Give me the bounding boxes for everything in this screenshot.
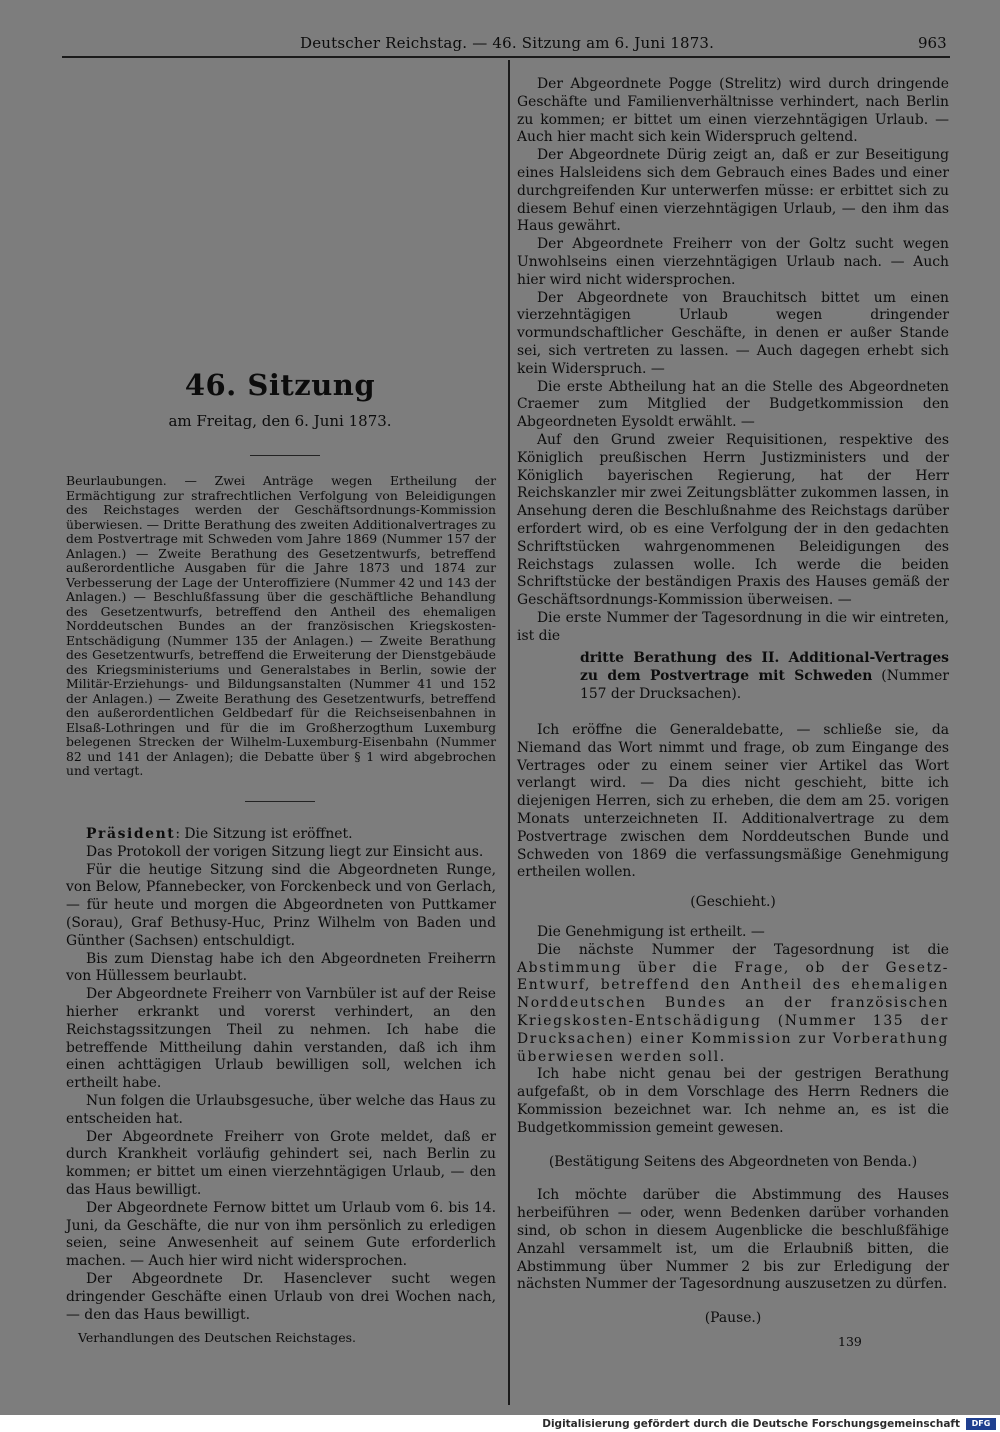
session-title: 46. Sitzung (184, 368, 376, 402)
agenda-text (580, 650, 949, 703)
right-column-middle (517, 722, 949, 1328)
summary-text: Beurlaubungen. — Zwei Anträge wegen Ertheilung der Ermächtigung zur strafrechtlichen Verfolgung von Beleidigungen des Reichstages werden der Geschäftsordnungs-Kommission überwiesen. — Dritte Berathung des zweiten Additionalvertrages zu dem Postvertrage mit Schweden vom Jahre 1869 (Nummer 157 der Anlagen.) — Zweite Berathung des Gesetzentwurfs, betreffend außerordentliche Ausgaben für die Jahre 1873 und 1874 zur Verbesserung der Lage der Unteroffiziere (Nummer 42 und 143 der Anlagen.) — Beschlußfassung über die geschäftliche Behandlung des Gesetzentwurfs, betreffend den Antheil des ehemaligen Norddeutschen Bundes an der französischen Kriegskosten-Entschädigung (Nummer 135 der Anlagen.) — Zweite Berathung des Gesetzentwurfs, betreffend die Erweiterung der Dienstgebäude des Kriegsministeriums und Generalstabes in Berlin, sowie der Militär-Erziehungs- und Bildungsanstalten (Nummer 41 und 152 der Anlagen.) — Zweite Berathung des Gesetzentwurfs, betreffend den außerordentlichen Geldbedarf für die Reichseisenbahnen in Elsaß-Lothringen und für die im Großherzogthum Luxemburg belegenen Strecken der Wilhelm-Luxemburg-Eisenbahn (Nummer 82 und 141 der Anlagen); die Debatte über § 1 wird abgebrochen und vertagt. (66, 473, 496, 778)
paragraph: Das Protokoll der vorigen Sitzung liegt zur Einsicht aus. (86, 843, 484, 860)
agenda-reference: (Nummer 157 der Drucksachen). (580, 667, 950, 702)
footer-source: Verhandlungen des Deutschen Reichstages. (78, 1330, 357, 1345)
agenda-item (580, 650, 949, 703)
page-number: 963 (918, 34, 947, 52)
dfg-logo-icon: DFG (966, 1418, 996, 1430)
paragraph: Der Abgeordnete Fernow bittet um Urlaub vom 6. bis 14. Juni, da Geschäfte, die nur von ihm persönlich zu erledigen seien, seine Anwesenheit auf seinem Gute erforderlich machen. — Auch hier wird nicht widersprochen. (66, 1199, 496, 1270)
stage-direction: (Geschieht.) (690, 894, 776, 911)
left-column-body (66, 826, 496, 1324)
paragraph: Die erste Abtheilung hat an die Stelle des Abgeordneten Craemer zum Mitglied der Budgetkommission den Abgeordneten Eysoldt erwählt. — (517, 378, 949, 431)
paragraph: Der Abgeordnete Pogge (Strelitz) wird durch dringende Geschäfte und Familienverhältnisse verhindert, nach Berlin zu kommen; er bittet um einen vierzehntägigen Urlaub. — Auch hier macht sich kein Widerspruch geltend. (517, 76, 949, 146)
paragraph-opening (66, 826, 496, 844)
paragraph: Ich eröffne die Generaldebatte, — schließe sie, da Niemand das Wort nimmt und frage, ob zum Eingange des Vertrages oder zu einem seiner vier Artikel das Wort verlangt wird. — Da dies nicht geschieht, bitte ich diejenigen Herren, sich zu erheben, die dem am 25. vorigen Monats unterzeichneten II. Additionalvertrage zu dem Postvertrage zwischen dem Norddeutschen Bunde und Schweden von 1869 die verfassungsmäßige Genehmigung ertheilen wollen. (517, 722, 949, 881)
paragraph (517, 942, 949, 1067)
summary-rule (245, 801, 315, 802)
right-column-top (517, 76, 949, 646)
paragraph: Der Abgeordnete Freiherr von Varnbüler ist auf der Reise hierher erkrankt und vorerst verhindert, an den Reichstagssitzungen Theil zu nehmen. Ich habe die betreffende Mittheilung dahin verstanden, daß ich ihm einen achttägigen Urlaub bewilligen soll, welchen ich ertheilt habe. (66, 986, 496, 1092)
stage-direction: (Bestätigung Seitens des Abgeordneten von Benda.) (548, 1153, 918, 1170)
session-date: am Freitag, den 6. Juni 1873. (168, 412, 392, 430)
paragraph: Für die heutige Sitzung sind die Abgeordneten Runge, von Below, Pfannebecker, von Forckenbeck und von Gerlach, — für heute und morgen die Abgeordneten von Puttkamer (Sorau), Graf Bethusy-Huc, Prinz Wilhelm von Baden und Günther (Sachsen) entschuldigt. (66, 861, 496, 949)
signature-mark: 139 (838, 1334, 862, 1349)
agenda-vote: Abstimmung über die Frage, ob der Gesetz-Entwurf, betreffend den Antheil des ehemaligen Norddeutschen Bundes an der französischen Kriegskosten-Entschädigung (Nummer 135 der Drucksachen) einer Kommission zur Vorberathung überwiesen werden soll. (517, 959, 949, 1065)
dfg-banner-text: Digitalisierung gefördert durch die Deutsche Forschungsgemeinschaft (542, 1418, 960, 1430)
paragraph: Der Abgeordnete Dürig zeigt an, daß er zur Beseitigung eines Halsleidens sich dem Gebrauch eines Bades und einer durchgreifenden Kur unterwerfen müsse: er erbittet sich zu diesem Behuf einen vierzehntägigen Urlaub, — den ihm das Haus gewährt. (517, 147, 949, 235)
paragraph: Die Genehmigung ist ertheilt. — (537, 923, 765, 940)
opening-text: : Die Sitzung ist eröffnet. (175, 826, 353, 842)
stage-direction: (Pause.) (704, 1310, 762, 1327)
paragraph: Auf den Grund zweier Requisitionen, respektive des Königlich preußischen Herrn Justizministers und der Königlich bayerischen Regierung, hat der Herr Reichskanzler mir zwei Zeitungsblätter zukommen lassen, in Ansehung deren die Beschlußnahme des Reichstags darüber erfordert wird, ob es eine Verfolgung der in den gedachten Schriftstücken wahrgenommenen Beleidigungen des Reichstags zulassen wolle. Ich werde die beiden Schriftstücke der beständigen Praxis des Hauses gemäß der Geschäftsordnungs-Kommission überweisen. — (517, 431, 949, 609)
title-rule (250, 455, 320, 456)
paragraph: Ich möchte darüber die Abstimmung des Hauses herbeiführen — oder, wenn Bedenken darüber vorhanden sind, ob schon in diesem Augenblicke die beschlußfähige Anzahl versammelt ist, um die Erlaubniß bitten, die Abstimmung über Nummer 2 bis zur Erledigung der nächsten Nummer der Tagesordnung auszusetzen zu dürfen. (517, 1187, 949, 1293)
paragraph: Der Abgeordnete von Brauchitsch bittet um einen vierzehntägigen Urlaub wegen dringender vormundschaftlicher Geschäfte, in denen er außer Stande sei, sich vertreten zu lassen. — Auch dagegen erhebt sich kein Widerspruch. — (517, 289, 949, 377)
paragraph: Der Abgeordnete Freiherr von der Goltz sucht wegen Unwohlseins einen vierzehntägigen Urlaub nach. — Auch hier wird nicht widersprochen. (517, 236, 949, 288)
agenda-title: dritte Berathung des II. Additional-Vertrages zu dem Postvertrage mit Schweden (580, 650, 949, 684)
agenda-intro: Die nächste Nummer der Tagesordnung ist die (537, 941, 949, 958)
paragraph: Nun folgen die Urlaubsgesuche, über welche das Haus zu entscheiden hat. (66, 1092, 496, 1127)
session-summary (66, 474, 496, 779)
speaker-label: Präsident (86, 826, 176, 842)
paragraph: Der Abgeordnete Dr. Hasenclever sucht wegen dringender Geschäfte einen Urlaub von drei Wochen nach, — den das Haus bewilligt. (66, 1270, 496, 1323)
paragraph: Ich habe nicht genau bei der gestrigen Berathung aufgefaßt, ob in dem Vorschlage des Herrn Redners die Kommission bezeichnet war. Ich nehme an, es ist die Budgetkommission gemeint gewesen. (517, 1066, 949, 1136)
paragraph: Der Abgeordnete Freiherr von Grote meldet, daß er durch Krankheit vorläufig gehindert sei, nach Berlin zu kommen; er bittet um einen vierzehntägigen Urlaub, — den das Haus bewilligt. (66, 1128, 496, 1198)
column-divider (508, 60, 510, 1405)
running-header: Deutscher Reichstag. — 46. Sitzung am 6. Juni 1873. (300, 34, 715, 52)
header-rule (62, 56, 950, 58)
paragraph: Die erste Nummer der Tagesordnung in die wir eintreten, ist die (517, 609, 949, 644)
paragraph: Bis zum Dienstag habe ich den Abgeordneten Freiherrn von Hüllessem beurlaubt. (66, 950, 496, 985)
